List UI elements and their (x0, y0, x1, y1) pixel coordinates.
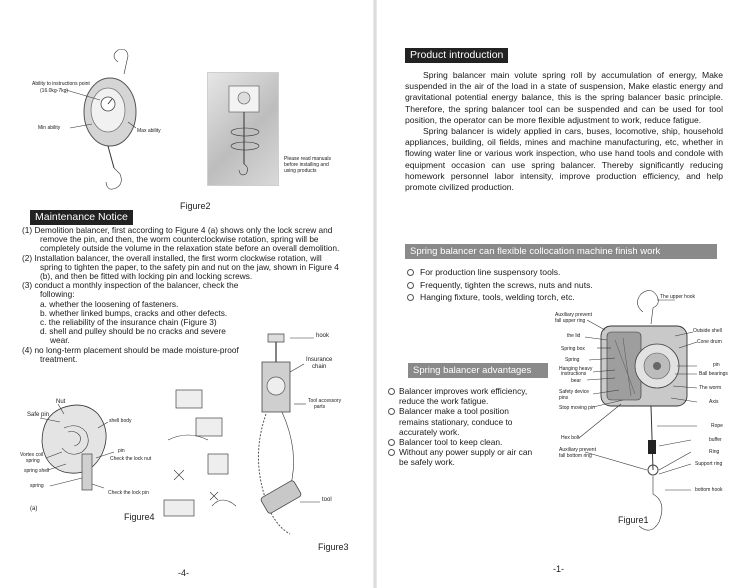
label-hook: hook (316, 333, 330, 339)
label-cone-drum: Cone drum (697, 339, 722, 345)
label-parts: parts (314, 404, 326, 410)
figure4-caption: Figure4 (124, 512, 155, 522)
maintenance-subitem-a: a. whether the loosening of fasteners. (40, 298, 179, 309)
page-number-left: -4- (178, 568, 189, 578)
maintenance-subitem-b: b. whether linked bumps, cracks and other defects. (40, 307, 228, 318)
product-intro-paragraph-1: Spring balancer main volute spring roll by accumulation of energy, Make suspended in the air of the load in a state of suspension, Make elastic energy and gravitational potential energy balance, this is the spring balancer basic principle. Therefore, the spring balancer tool can be suspended and can be used for tool position, the operator can be more flexible adjustment to work, reduce fatigue. (405, 70, 723, 125)
label-aux-upper-1: Auxiliary prevent (555, 312, 592, 318)
label-rope: Rope (711, 423, 723, 429)
label-spring: spring (30, 483, 44, 489)
label-safety-pins-1: Safety device (559, 389, 590, 395)
label-hex-bolt: Hex bolt (561, 435, 580, 441)
label-read-manuals-1: Please read manuals (284, 156, 331, 162)
label-insurance: Insurance (306, 357, 333, 363)
label-ability: Ability to instructions point (32, 81, 90, 87)
label-figure4-a: (a) (30, 506, 38, 512)
label-read-manuals-3: using products (284, 168, 317, 174)
label-read-manuals-2: before installing and (284, 162, 329, 168)
page-number-right: -1- (553, 564, 564, 574)
label-aux-upper-2: fall upper ring (555, 318, 586, 324)
label-chain: chain (312, 364, 327, 370)
label-spring: Spring (565, 357, 580, 363)
advantage-item-text: Without any power supply or air can be safely work. (399, 447, 533, 468)
label-outside-shell: Outside shell (693, 328, 722, 334)
collocation-heading: Spring balancer can flexible collocation machine finish work (405, 244, 717, 259)
advantage-item-text: Balancer make a tool position remains stationary, conduce to accurately work. (399, 406, 513, 437)
label-ball-bearings: Ball bearings (699, 371, 728, 377)
label-ring: Ring (709, 449, 720, 455)
label-shell-body: shell body (109, 418, 132, 424)
maintenance-item-1: (1) Demolition balancer, first according to Figure 4 (a) shows only the lock screw and remove the pin, and then, the worm counterclockwise rotation, spring will be completely outside the volume in the relaxation state before an overall demolition. (22, 225, 340, 254)
label-vortex-coil: Vortex coil (20, 452, 44, 458)
label-nut: Nut (56, 399, 66, 405)
label-pin: pin (118, 448, 125, 454)
label-upper-hook: The upper hook (660, 294, 696, 300)
label-hanging-2: instructions (561, 371, 587, 377)
collocation-item-text: For production line suspensory tools. (420, 267, 561, 277)
figure1-caption: Figure1 (618, 515, 649, 525)
label-tool: tool (322, 497, 332, 503)
label-lid: the lid (567, 333, 581, 339)
product-intro-paragraph-2: Spring balancer is widely applied in cars, buses, locomotive, ship, household appliances, building, oil fields, mines and machine manufacturing, etc, whether in flowing water line or various work inspection, who use hand tools and condole with equipment occasion can use spring balancer. Thereby significantly reducing homework personnel labor intensity, improve production efficiency, and help promote civilized production. (405, 126, 723, 193)
label-safety-pins-2: pins (559, 395, 569, 401)
label-worm: The worm (699, 385, 722, 391)
label-hanging-1: Hanging heavy (559, 366, 593, 372)
maintenance-item-2: (2) Installation balancer, the overall installed, the first worm clockwise rotation, will spring to tighten the paper, to the safety pin and nut on the jaw, shown in Figure 4 (b), and then be fitted with locking pin and locking screws. (22, 252, 339, 282)
label-min-ability: Min ability (38, 125, 61, 131)
advantage-item-text: Balancer improves work efficiency, reduce the work fatigue. (399, 386, 528, 407)
advantage-item-text: Balancer tool to keep clean. (399, 437, 503, 448)
label-spring-box: Spring box (561, 346, 585, 352)
label-buffer: buffer (709, 437, 722, 443)
label-support-ring: Support ring (695, 461, 723, 467)
label-safe-pin: Safe pin (27, 412, 50, 418)
page-1 (375, 0, 750, 588)
label-stop-pin: Stop moving pin (559, 405, 595, 411)
label-axis: Axis (709, 399, 719, 405)
collocation-item-text: Hanging fixture, tools, welding torch, etc. (420, 292, 575, 303)
label-check-lock-pin: Check the lock pin (108, 490, 149, 496)
label-range: (16.0kg-7kg) (40, 88, 69, 94)
label-vortex-spring: spring (26, 458, 40, 464)
maintenance-subitem-d: d. shell and pulley should be no cracks and severe wear. (40, 326, 226, 346)
maintenance-item-4: (4) no long-term placement should be made moisture-proof treatment. (22, 344, 239, 364)
maintenance-notice-heading: Maintenance Notice (30, 210, 133, 225)
label-pin: pin (713, 362, 720, 368)
label-bear: bear (571, 378, 582, 384)
figure2-caption: Figure2 (180, 201, 211, 211)
maintenance-item-3: (3) conduct a monthly inspection of the balancer, check the following: (22, 280, 239, 300)
advantages-heading: Spring balancer advantages (408, 363, 548, 378)
figure3-caption: Figure3 (318, 542, 349, 552)
product-introduction-heading: Product introduction (405, 48, 508, 63)
label-tool-accessory: Tool accessory (308, 398, 342, 404)
maintenance-subitem-c: c. the reliability of the insurance chain (Figure 3) (40, 317, 217, 328)
label-aux-bottom-1: Auxiliary prevent (559, 447, 596, 453)
label-aux-bottom-2: fall bottom ring (559, 453, 592, 459)
label-spring-shell: spring shell (24, 468, 50, 474)
label-bottom-hook: bottom hook (695, 487, 723, 493)
collocation-item-text: Frequently, tighten the screws, nuts and nuts. (420, 279, 593, 290)
label-max-ability: Max ability (137, 128, 161, 134)
label-check-lock-nut: Check the lock nut (110, 456, 152, 462)
